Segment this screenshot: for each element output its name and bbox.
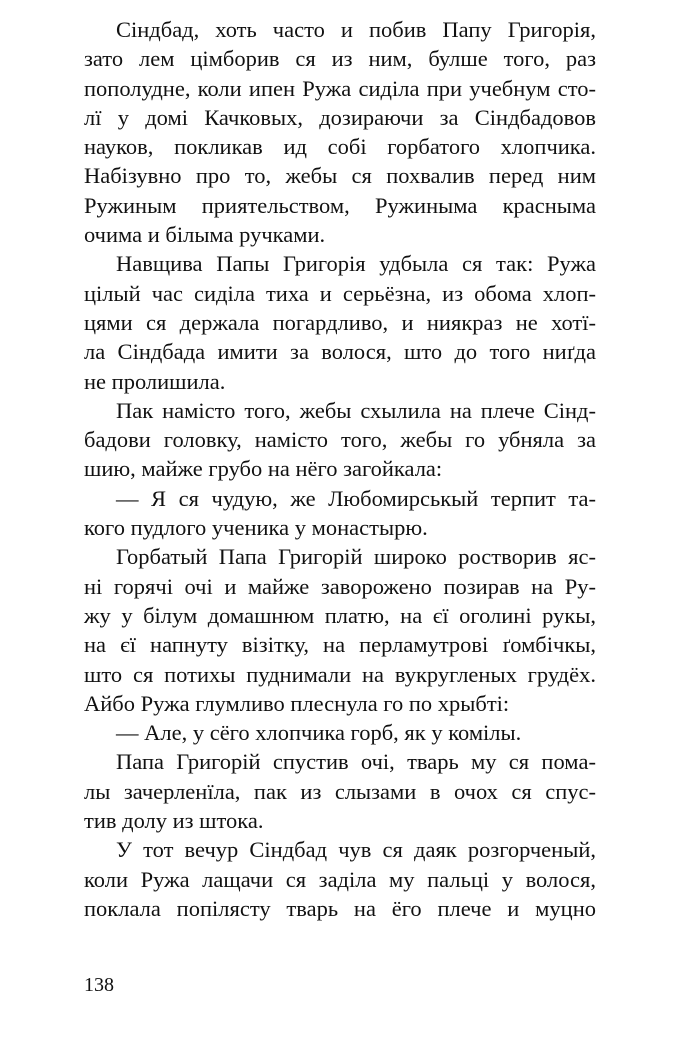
text-line: зато лем цімборив ся из ним, булше того, раз [84,46,596,72]
page-number: 138 [84,974,114,996]
text-line: на єї напнуту візітку, на перламутрові ґомбічкы, [84,632,596,658]
text-line: коли Ружа лащачи ся заділа му пальці у волося, [84,866,596,892]
text-line: Пак намісто того, жебы схылила на плече Сінд- [116,397,596,423]
text-line: лї у домі Качковых, дозираючи за Сіндбадовов [84,104,596,130]
text-line: ла Сіндбада имити за волося, што до того ниґда [84,339,596,365]
text-line: цями ся держала погардливо, и ниякраз не хотї- [84,309,596,335]
text-line: бадови головку, намісто того, жебы го убняла за [84,427,596,453]
text-line: Горбатый Папа Григорій широко ростворив яс- [116,544,596,570]
text-line: кого пудлого ученика у монастырю. [84,515,428,541]
text-line: Сіндбад, хоть часто и побив Папу Григорія, [116,17,596,42]
text-line: жу у білум домашнюм платю, на єї оголині рукы, [84,602,596,628]
text-line: тив долу из штока. [84,808,264,834]
text-line: очима и білыма ручками. [84,222,326,248]
text-line: што ся потихы пуднимали на вукругленых грудёх. [84,661,596,687]
text-line: шию, майже грубо на нёго загойкала: [84,456,443,482]
text-line: Ружиным приятельством, Ружиныма красныма [84,192,596,218]
text-line: Навщива Папы Григорія удбыла ся так: Ружа [116,251,596,277]
text-line: У тот вечур Сіндбад чув ся даяк розгорченый, [116,837,596,863]
text-line: пополудне, коли ипен Ружа сиділа при учебнум сто- [84,75,596,101]
text-line: науков, покликав ид собі горбатого хлопчика. [84,134,596,160]
text-line: Папа Григорій спустив очі, тварь му ся помa- [116,749,596,775]
text-line: поклала попілясту тварь на ёго плече и муцно [84,895,596,921]
text-line: — Але, у сёго хлопчика горб, як у комілы. [116,720,522,746]
text-line: лы зачерленїла, пак из слызами в очох ся спус- [84,778,596,804]
text-line: Айбо Ружа глумливо плеснула го по хрыбті: [84,690,510,716]
text-line: не пролишила. [84,368,226,394]
text-line: цілый час сиділа тиха и серьёзна, из обома хлоп- [84,280,596,306]
text-line: ні горячі очі и майже заворожено позирав на Ру- [84,573,596,599]
body-text [84,15,596,923]
text-line: — Я ся чудую, же Любомирськый терпит та- [116,485,596,511]
text-line: Набізувно про то, жебы ся похвалив перед ним [84,163,596,189]
